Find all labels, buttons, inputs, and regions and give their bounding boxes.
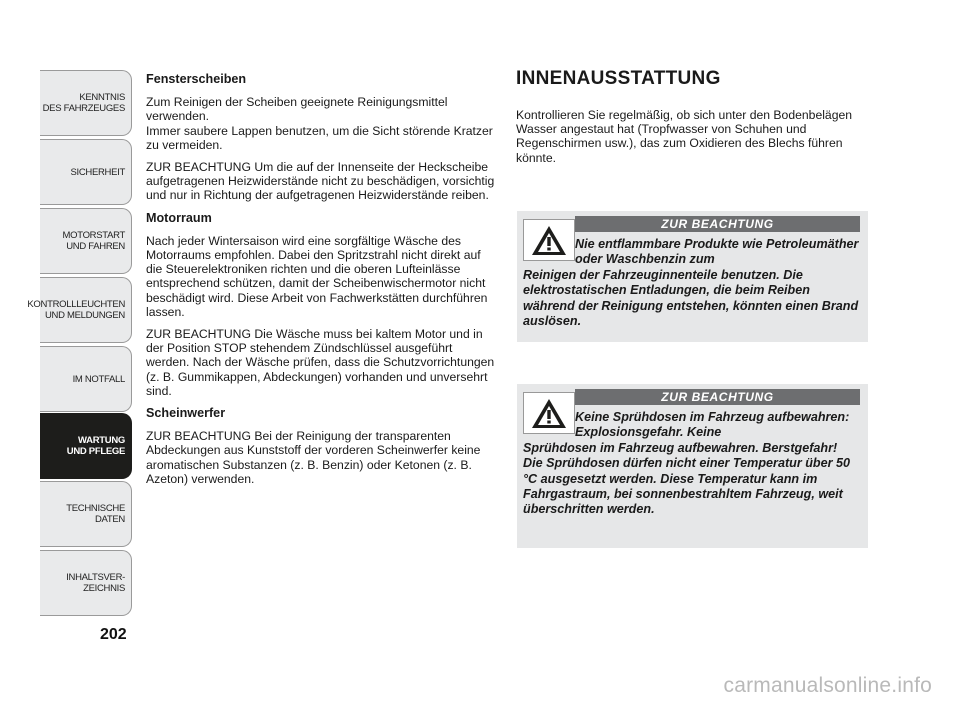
warning-triangle-icon: [523, 219, 575, 261]
paragraph-windows-1: Zum Reinigen der Scheiben geeignete Reinigungsmittel verwenden.: [146, 95, 448, 124]
tab-wartung[interactable]: WARTUNG UND PFLEGE: [40, 413, 132, 479]
tab-motorstart[interactable]: MOTORSTART UND FAHREN: [40, 208, 132, 274]
watermark: carmanualsonline.info: [723, 674, 932, 697]
warning-box-2: [517, 384, 868, 548]
intro-paragraph: Kontrollieren Sie regelmäßig, ob sich unter den Bodenbelägen Wasser angestaut hat (Tropfwasser von Schuhen und Regenschirmen usw.), das zum Oxidieren des Blechs führen könnte.: [516, 108, 853, 165]
heading-windows: Fensterscheiben: [146, 72, 247, 86]
tab-sicherheit[interactable]: SICHERHEIT: [40, 139, 132, 205]
tab-inhaltsverzeichnis[interactable]: INHALTSVER- ZEICHNIS: [40, 550, 132, 616]
paragraph-engine: Nach jeder Wintersaison wird eine sorgfältige Wäsche des Motorraums empfohlen. Dabei den Spritzstrahl nicht direkt auf die Steuerelektroniken richten und die oberen Lufteinlässe entsprechend schützen, damit der Scheibenwischermotor nicht beschädigt wird. Diese Arbeit von Fachwerkstätten durchführen lassen.: [146, 233, 488, 319]
tab-notfall[interactable]: IM NOTFALL: [40, 346, 132, 412]
warning-banner: ZUR BEACHTUNG: [575, 216, 860, 232]
paragraph-headlights-note: ZUR BEACHTUNG Bei der Reinigung der transparenten Abdeckungen aus Kunststoff der vorderen Scheinwerfer keine aromatischen Substanzen (z. B. Benzin) oder Ketonen (z. B. Azeton) verwenden.: [146, 429, 481, 486]
paragraph-engine-note: ZUR BEACHTUNG Die Wäsche muss bei kaltem Motor und in der Position STOP stehendem Zündschlüssel ausgeführt werden. Nach der Wäsche prüfen, dass die Schutzvorrichtungen (z. B. Gummikappen, Abdeckungen) vorhanden und unversehrt sind.: [146, 327, 495, 398]
page-number: 202: [100, 626, 127, 643]
section-title: INNENAUSSTATTUNG: [516, 68, 721, 89]
heading-headlights: Scheinwerfer: [146, 406, 226, 421]
heading-engine: Motorraum: [146, 210, 212, 225]
warning-triangle-icon: [523, 392, 575, 434]
tab-technische-daten[interactable]: TECHNISCHE DATEN: [40, 481, 132, 547]
warning-lead-text: Keine Sprühdosen im Fahrzeug aufbewahren: Explosionsgefahr. Keine: [575, 410, 850, 440]
left-column: [146, 72, 496, 494]
warning-lead-text: Nie entflammbare Produkte wie Petroleumäther oder Waschbenzin zum: [575, 237, 859, 267]
paragraph-windows-note: ZUR BEACHTUNG Um die auf der Innenseite der Heckscheibe aufgetragenen Heizwiderstände nicht zu beschädigen, vorsichtig und nur in Richtung der aufgetragenen Heizwiderstände reiben.: [146, 160, 495, 203]
paragraph-windows-2: Immer saubere Lappen benutzen, um die Sicht störende Kratzer zu vermeiden.: [146, 123, 493, 152]
tab-kontrollleuchten[interactable]: KONTROLLLEUCHTEN UND MELDUNGEN: [40, 277, 132, 343]
tab-kenntnis[interactable]: KENNTNIS DES FAHRZEUGES: [40, 70, 132, 136]
warning-body-text: Reinigen der Fahrzeuginnenteile benutzen. Die elektrostatischen Entladungen, die beim Reiben während der Reinigung entstehen, könnten einen Brand auslösen.: [523, 267, 859, 329]
warning-box-1: [517, 211, 868, 342]
warning-banner: ZUR BEACHTUNG: [575, 389, 860, 405]
warning-body-text: Sprühdosen im Fahrzeug aufbewahren. Berstgefahr! Die Sprühdosen dürfen nicht einer Temperatur über 50 °C ausgesetzt werden. Diese Temperatur kann im Fahrgastraum, bei sonnenbestrahltem Fahrzeug, weit überschritten werden.: [523, 440, 851, 517]
